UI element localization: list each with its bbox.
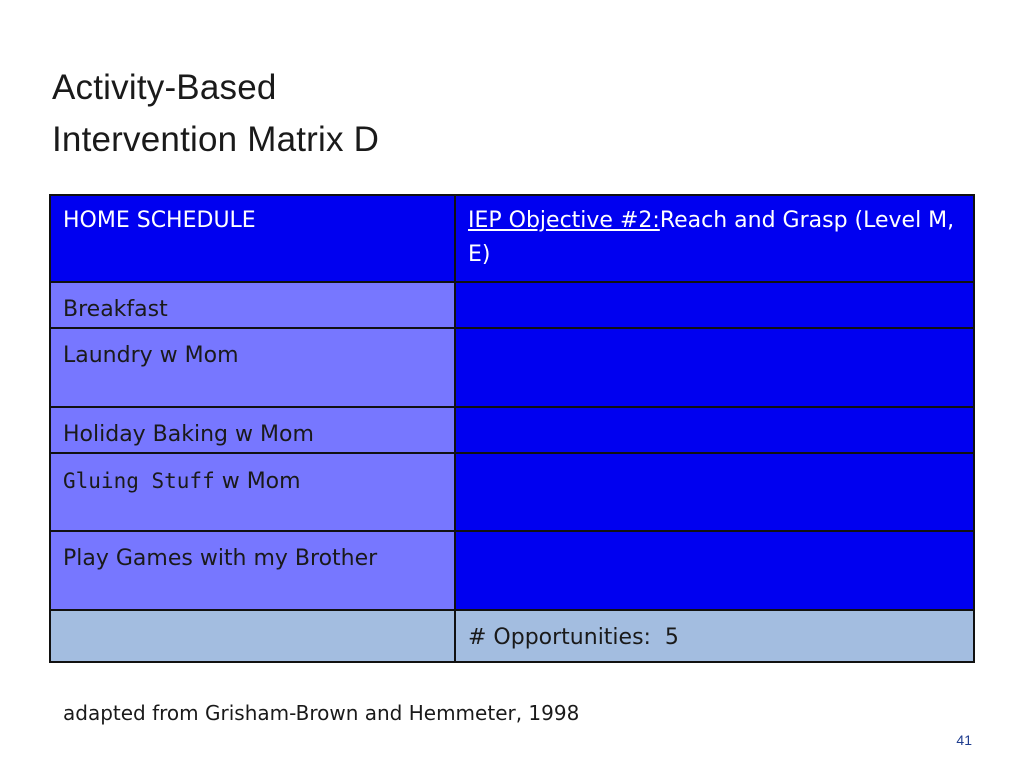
header-iep-objective: [455, 195, 974, 282]
intervention-matrix-table: [49, 194, 975, 663]
objective-cell: [455, 328, 974, 407]
activity-part-rest: w Mom: [214, 469, 301, 494]
activity-cell: Play Games with my Brother: [50, 531, 455, 610]
table-row: [50, 407, 974, 453]
activity-cell: Laundry w Mom: [50, 328, 455, 407]
footer-empty-cell: [50, 610, 455, 662]
activity-cell: Holiday Baking w Mom: [50, 407, 455, 453]
citation-footnote: adapted from Grisham-Brown and Hemmeter, 1998: [63, 701, 580, 725]
table-footer-row: [50, 610, 974, 662]
table-header-row: [50, 195, 974, 282]
table-row: [50, 328, 974, 407]
slide-title: [52, 62, 752, 166]
table-row: [50, 282, 974, 328]
activity-cell: Breakfast: [50, 282, 455, 328]
title-line-2: Intervention Matrix D: [52, 120, 380, 159]
page-number: 41: [956, 732, 972, 748]
activity-cell: [50, 453, 455, 531]
activity-part-mono: Gluing Stuff: [63, 469, 215, 493]
objective-cell: [455, 407, 974, 453]
objective-cell: [455, 453, 974, 531]
iep-objective-text: Reach and Grasp (Level M, E): [468, 208, 955, 267]
iep-objective-link[interactable]: IEP Objective #2:: [468, 208, 660, 233]
title-line-1: Activity-Based: [52, 68, 277, 107]
objective-cell: [455, 531, 974, 610]
header-home-schedule: HOME SCHEDULE: [50, 195, 455, 282]
objective-cell: [455, 282, 974, 328]
table-row: [50, 453, 974, 531]
table-row: [50, 531, 974, 610]
opportunities-count: # Opportunities: 5: [455, 610, 974, 662]
